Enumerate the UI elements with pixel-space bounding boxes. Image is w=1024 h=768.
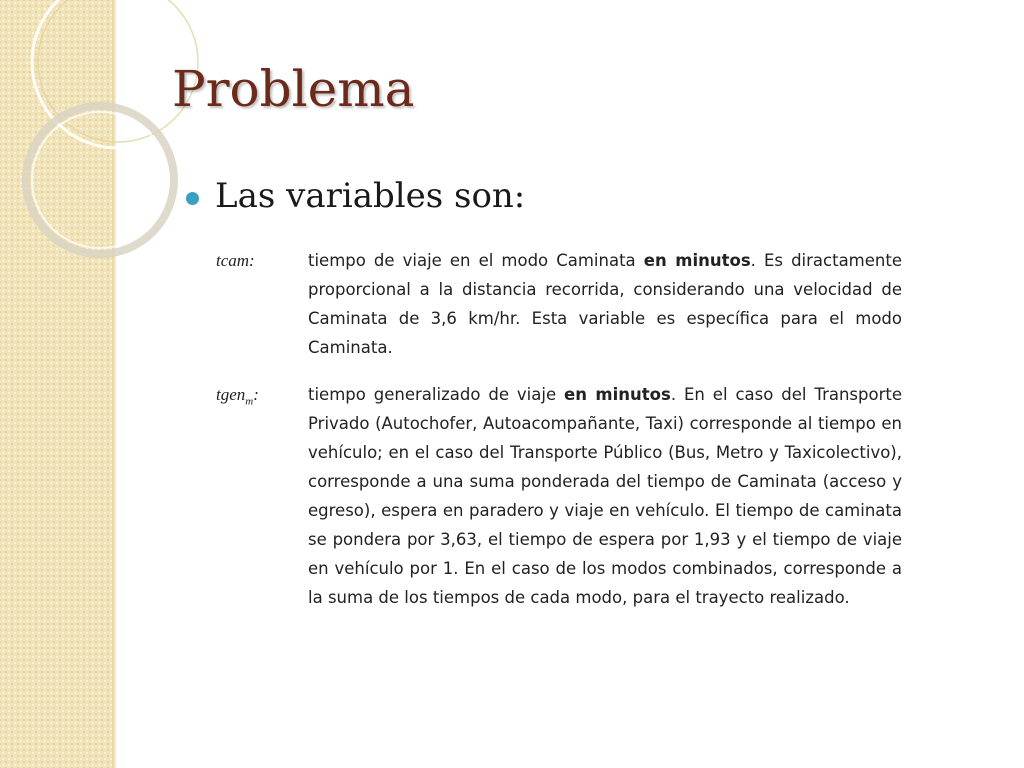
emphasis-text: en minutos [643,251,751,270]
variable-name: tcam: [216,251,255,270]
bullet-item [186,176,525,216]
decorative-circles [0,0,200,300]
slide-title: Problema [172,60,415,118]
bullet-text: Las variables son: [215,176,526,216]
variable-tgen [216,380,906,612]
bullet-dot-icon [186,192,199,205]
variable-description: tiempo de viaje en el modo Caminata en minutos. Es diractamente proporcional a la distancia recorrida, considerando una velocidad de Caminata de 3,6 km/hr. Esta variable es específica para el modo Caminata. [308,251,902,357]
variable-name: tgen$_m$: [216,385,259,408]
emphasis-text: en minutos [564,385,671,404]
variable-tcam [216,246,906,362]
variable-description: tiempo generalizado de viaje en minutos. En el caso del Transporte Privado (Autochofer, Autoacompañante, Taxi) corresponde al tiempo en vehículo; en el caso del Transporte Público (Bus, Metro y Taxicolectivo), corresponde a una suma ponderada del tiempo de Caminata (acceso y egreso), espera en paradero y viaje en vehículo. El tiempo de caminata se pondera por 3,63, el tiempo de espera por 1,93 y el tiempo de viaje en vehículo por 1. En el caso de los modos combinados, corresponde a la suma de los tiempos de cada modo, para el trayecto realizado. [308,385,902,607]
